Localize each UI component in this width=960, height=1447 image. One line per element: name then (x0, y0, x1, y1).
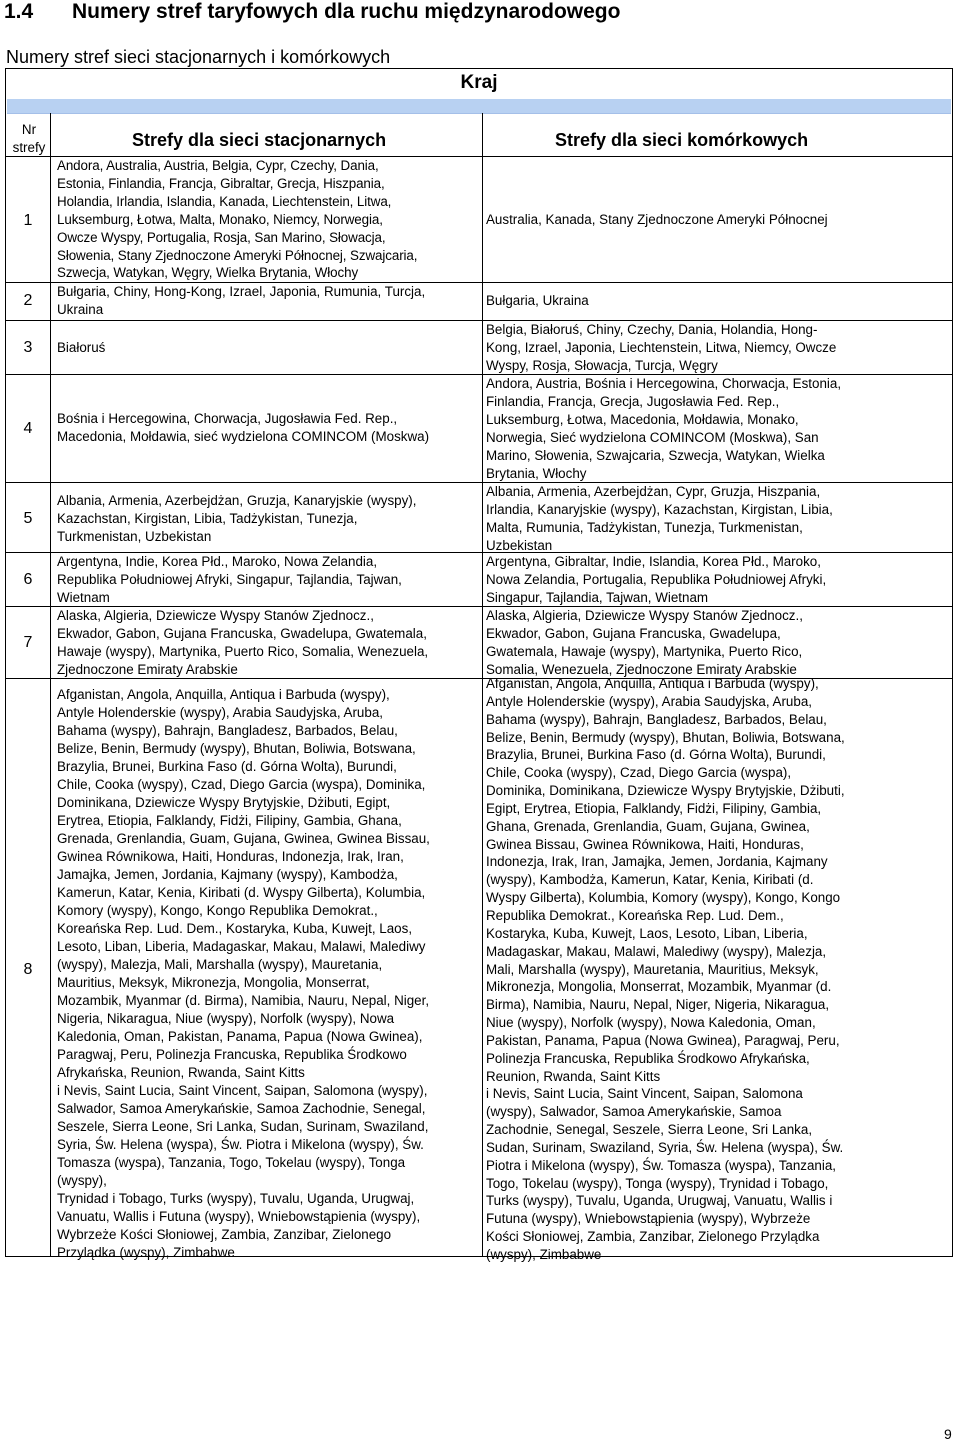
mobile-network-header: Strefy dla sieci komórkowych (555, 130, 809, 150)
zone-number: 4 (23, 420, 33, 437)
fixed-countries: Bułgaria, Chiny, Hong-Kong, Izrael, Japonia, Rumunia, Turcja, Ukraina (57, 284, 426, 317)
table-row (6, 157, 952, 282)
zone-number: 8 (23, 961, 33, 978)
mobile-countries: Australia, Kanada, Stany Zjednoczone Ameryki Północnej (486, 212, 828, 227)
fixed-network-header: Strefy dla sieci stacjonarnych (132, 130, 387, 150)
table-row (6, 283, 952, 320)
table-row (6, 676, 952, 1262)
fixed-countries: Albania, Armenia, Azerbejdżan, Gruzja, Kanaryjskie (wyspy), Kazachstan, Kirgistan, Libia, Tadżykistan, Tunezja, Turkmenistan, Uzbekistan (57, 493, 417, 544)
fixed-countries: Afganistan, Angola, Anquilla, Antiqua i Barbuda (wyspy), Antyle Holenderskie (wyspy), Arabia Saudyjska, Aruba, Bahama (wyspy), Bahrajn, Bangladesz, Barbados, Belau, Belize, Benin, Bermudy (wyspy), Bhutan, Boliwia, Botswana, Brazylia, Brunei, Burkina Faso (d. Górna Wolta), Burundi, Chile, Cooka (wyspy), Czad, Diego Garcia (wyspa), Dominika, Dominikana, Dziewicze Wyspy Brytyjskie, Dżibuti, Egipt, Erytrea, Etiopia, Falklandy, Fidżi, Filipiny, Gambia, Ghana, Grenada, Grenlandia, Guam, Gujana, Gwinea, Gwinea Bissau, Gwinea Równikowa, Haiti, Honduras, Indonezja, Irak, Iran, Jamajka, Jemen, Jordania, Kajmany (wyspy), Kambodża, Kamerun, Katar, Kenia, Kiribati (d. Wyspy Gilberta), Kolumbia, Komory (wyspy), Kongo, Kongo Republika Demokrat., Koreańska Rep. Lud. Dem., Kostaryka, Kuba, Kuwejt, Laos, Lesoto, Liban, Liberia, Madagaskar, Makau, Malawi, Malediwy (wyspy), Malezja, Mali, Marshalla (wyspy), Mauretania, Mauritius, Meksyk, Mikronezja, Mongolia, Monserrat, Mozambik, Myanmar (d. Birma), Namibia, Nauru, Nepal, Niger, Nigeria, Nikaragua, Niue (wyspy), Norfolk (wyspy), Nowa Kaledonia, Oman, Pakistan, Panama, Papua (Nowa Gwinea), Paragwaj, Peru, Polinezja Francuska, Republika Środkowo Afrykańska, Reunion, Rwanda, Saint Kitts i Nevis, Saint Lucia, Saint Vincent, Saipan, Salomona (wyspy), Salwador, Samoa Amerykańskie, Samoa Zachodnie, Senegal, Seszele, Sierra Leone, Sri Lanka, Sudan, Surinam, Swaziland, Syria, Św. Helena (wyspa), Św. Piotra i Mikelona (wyspy), Św. Tomasza (wyspa), Tanzania, Togo, Tokelau (wyspy), Tonga (wyspy), Trynidad i Tobago, Turks (wyspy), Tuvalu, Uganda, Urugwaj, Vanuatu, Wallis i Futuna (wyspy), Wniebowstąpienia (wyspy), Wybrzeże Kości Słoniowej, Zambia, Zanzibar, Zielonego Przylądka (wyspy), Zimbabwe (57, 687, 430, 1260)
fixed-countries: Andora, Australia, Austria, Belgia, Cypr, Czechy, Dania, Estonia, Finlandia, Francja, Gibraltar, Grecja, Hiszpania, Holandia, Irlandia, Islandia, Kanada, Liechtenstein, Litwa, Luksemburg, Łotwa, Malta, Monako, Niemcy, Norwegia, Owcze Wyspy, Portugalia, Rosja, San Marino, Słowacja, Słowenia, Stany Zjednoczone Ameryki Północnej, Szwajcaria, Szwecja, Watykan, Węgry, Wielka Brytania, Włochy (57, 158, 418, 281)
mobile-countries: Albania, Armenia, Azerbejdżan, Cypr, Gruzja, Hiszpania, Irlandia, Kanaryjskie (wyspy), Kazachstan, Kirgistan, Libia, Malta, Rumunia, Tadżykistan, Tunezja, Turkmenistan, Uzbekistan (486, 484, 833, 553)
table-row (6, 607, 952, 678)
fixed-countries: Argentyna, Indie, Korea Płd., Maroko, Nowa Zelandia, Republika Południowej Afryki, Singapur, Tajlandia, Tajwan, Wietnam (57, 554, 402, 605)
zone-number: 6 (23, 571, 33, 588)
table-row (6, 553, 952, 606)
table-row (6, 483, 952, 552)
zone-number: 2 (23, 292, 33, 309)
fixed-countries: Białoruś (57, 340, 106, 355)
zone-number-header: Nr strefy (12, 122, 46, 155)
page-number: 9 (944, 1426, 952, 1442)
table-row (6, 375, 952, 482)
zones-table (5, 68, 953, 1262)
zone-number: 1 (23, 212, 33, 229)
header-band (7, 99, 951, 114)
zone-number: 7 (23, 634, 33, 651)
mobile-countries: Belgia, Białoruś, Chiny, Czechy, Dania, Holandia, Hong- Kong, Izrael, Japonia, Liechtenstein, Litwa, Niemcy, Owcze Wyspy, Rosja, Słowacja, Turcja, Węgry (486, 322, 837, 373)
zone-number: 3 (23, 339, 33, 356)
table-row (6, 321, 952, 374)
group-header: Kraj (460, 72, 498, 93)
mobile-countries: Alaska, Algieria, Dziewicze Wyspy Stanów Zjednocz., Ekwador, Gabon, Gujana Francuska, Gwadelupa, Gwatemala, Hawaje (wyspy), Martynika, Puerto Rico, Somalia, Wenezuela, Zjednoczone Emiraty Arabskie (486, 608, 803, 677)
mobile-countries: Argentyna, Gibraltar, Indie, Islandia, Korea Płd., Maroko, Nowa Zelandia, Portugalia, Republika Południowej Afryki, Singapur, Tajlandia, Tajwan, Wietnam (486, 554, 827, 605)
section-number: 1.4 (4, 0, 34, 23)
mobile-countries: Bułgaria, Ukraina (486, 293, 589, 308)
fixed-countries: Alaska, Algieria, Dziewicze Wyspy Stanów Zjednocz., Ekwador, Gabon, Gujana Francuska, Gwadelupa, Gwatemala, Hawaje (wyspy), Martynika, Puerto Rico, Somalia, Wenezuela, Zjednoczone Emiraty Arabskie (57, 608, 429, 677)
mobile-countries: Andora, Austria, Bośnia i Hercegowina, Chorwacja, Estonia, Finlandia, Francja, Grecja, Jugosławia Fed. Rep., Luksemburg, Łotwa, Macedonia, Mołdawia, Monako, Norwegia, Sieć wydzielona COMINCOM (Moskwa), San Marino, Słowenia, Szwajcaria, Szwecja, Watykan, Wielka Brytania, Włochy (486, 376, 842, 481)
table-subtitle: Numery stref sieci stacjonarnych i komórkowych (6, 47, 391, 67)
zone-number: 5 (23, 510, 33, 527)
mobile-countries: Afganistan, Angola, Anquilla, Antiqua i Barbuda (wyspy), Antyle Holenderskie (wyspy), Arabia Saudyjska, Aruba, Bahama (wyspy), Bahrajn, Bangladesz, Barbados, Belau, Belize, Benin, Bermudy (wyspy), Bhutan, Boliwia, Botswana, Brazylia, Brunei, Burkina Faso (d. Górna Wolta), Burundi, Chile, Cooka (wyspy), Czad, Diego Garcia (wyspa), Dominika, Dominikana, Dziewicze Wyspy Brytyjskie, Dżibuti, Egipt, Erytrea, Etiopia, Falklandy, Fidżi, Filipiny, Gambia, Ghana, Grenada, Grenlandia, Guam, Gujana, Gwinea, Gwinea Bissau, Gwinea Równikowa, Haiti, Honduras, Indonezja, Irak, Iran, Jamajka, Jemen, Jordania, Kajmany (wyspy), Kambodża, Kamerun, Katar, Kenia, Kiribati (d. Wyspy Gilberta), Kolumbia, Komory (wyspy), Kongo, Kongo Republika Demokrat., Koreańska Rep. Lud. Dem., Kostaryka, Kuba, Kuwejt, Laos, Lesoto, Liban, Liberia, Madagaskar, Makau, Malawi, Malediwy (wyspy), Malezja, Mali, Marshalla (wyspy), Mauretania, Mauritius, Meksyk, Mikronezja, Mongolia, Monserrat, Mozambik, Myanmar (d. Birma), Namibia, Nauru, Nepal, Niger, Nigeria, Nikaragua, Niue (wyspy), Norfolk (wyspy), Nowa Kaledonia, Oman, Pakistan, Panama, Papua (Nowa Gwinea), Paragwaj, Peru, Polinezja Francuska, Republika Środkowo Afrykańska, Reunion, Rwanda, Saint Kitts i Nevis, Saint Lucia, Saint Vincent, Saipan, Salomona (wyspy), Salwador, Samoa Amerykańskie, Samoa Zachodnie, Senegal, Seszele, Sierra Leone, Sri Lanka, Sudan, Surinam, Swaziland, Syria, Św. Helena (wyspa), Św. Piotra i Mikelona (wyspy), Św. Tomasza (wyspa), Tanzania, Togo, Tokelau (wyspy), Tonga (wyspy), Trynidad i Tobago, Turks (wyspy), Tuvalu, Uganda, Urugwaj, Vanuatu, Wallis i Futuna (wyspy), Wniebowstąpienia (wyspy), Wybrzeże Kości Słoniowej, Zambia, Zanzibar, Zielonego Przylądka (wyspy), Zimbabwe (486, 676, 845, 1262)
fixed-countries: Bośnia i Hercegowina, Chorwacja, Jugosławia Fed. Rep., Macedonia, Mołdawia, sieć wydzielona COMINCOM (Moskwa) (57, 411, 430, 444)
section-title: Numery stref taryfowych dla ruchu międzynarodowego (72, 0, 621, 23)
